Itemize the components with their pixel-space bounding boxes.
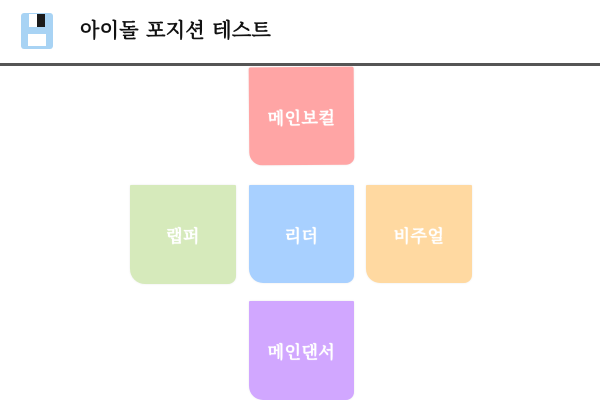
page-title: 아이돌 포지션 테스트 [80,18,272,42]
main-vocal-card[interactable] [249,67,355,166]
rapper-label: 랩퍼 [166,227,200,247]
floppy-disk-label [28,34,46,46]
visual-label: 비주얼 [393,226,445,247]
leader-label: 리더 [284,226,319,247]
main-dancer-label: 메인댄서 [267,343,336,363]
main-dancer-card[interactable] [249,301,354,400]
visual-card[interactable] [366,185,472,283]
idol-position-cards [0,66,600,400]
main-vocal-label: 메인보컬 [267,108,336,129]
floppy-disk-icon [20,13,54,49]
app-header [0,0,600,64]
floppy-disk-slot [37,14,45,27]
rapper-card[interactable] [130,185,236,284]
leader-card[interactable] [249,185,354,283]
